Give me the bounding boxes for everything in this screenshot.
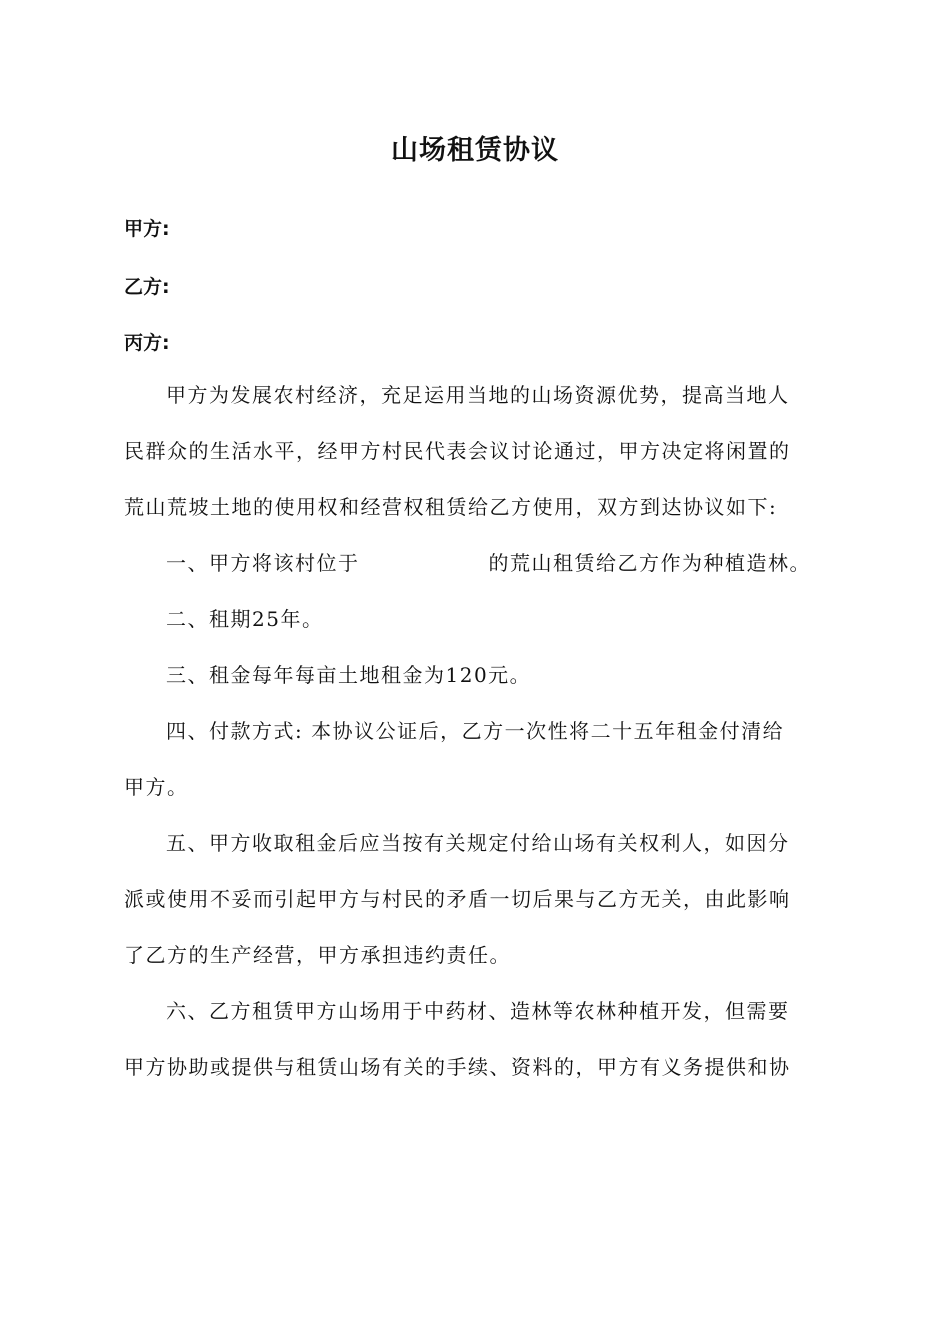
body-line: 甲方为发展农村经济，充足运用当地的山场资源优势，提高当地人 xyxy=(166,383,790,407)
body-line: 甲方。 xyxy=(124,775,189,799)
party-a-label: 甲方: xyxy=(124,218,170,240)
party-c-label: 丙方: xyxy=(124,332,170,354)
body-line: 民群众的生活水平，经甲方村民代表会议讨论通过，甲方决定将闲置的 xyxy=(124,439,791,463)
clause-2: 二、租期25年。 xyxy=(166,607,324,631)
body-line: 荒山荒坡土地的使用权和经营权租赁给乙方使用，双方到达协议如下: xyxy=(124,495,778,519)
party-b-label: 乙方: xyxy=(124,276,170,298)
clause-4: 四、付款方式: 本协议公证后，乙方一次性将二十五年租金付清给 xyxy=(166,719,785,743)
body-line: 了乙方的生产经营，甲方承担违约责任。 xyxy=(124,943,511,967)
document-title: 山场租赁协议 xyxy=(391,135,559,166)
body-line: 派或使用不妥而引起甲方与村民的矛盾一切后果与乙方无关，由此影响 xyxy=(124,887,791,911)
clause-1: 一、甲方将该村位于 的荒山租赁给乙方作为种植造林。 xyxy=(166,551,811,575)
body-line: 甲方协助或提供与租赁山场有关的手续、资料的，甲方有义务提供和协 xyxy=(124,1055,791,1079)
clause-3: 三、租金每年每亩土地租金为120元。 xyxy=(166,663,532,687)
clause-6: 六、乙方租赁甲方山场用于中药材、造林等农林种植开发，但需要 xyxy=(166,999,790,1023)
agreement-body xyxy=(124,367,824,1095)
clause-5: 五、甲方收取租金后应当按有关规定付给山场有关权利人，如因分 xyxy=(166,831,790,855)
